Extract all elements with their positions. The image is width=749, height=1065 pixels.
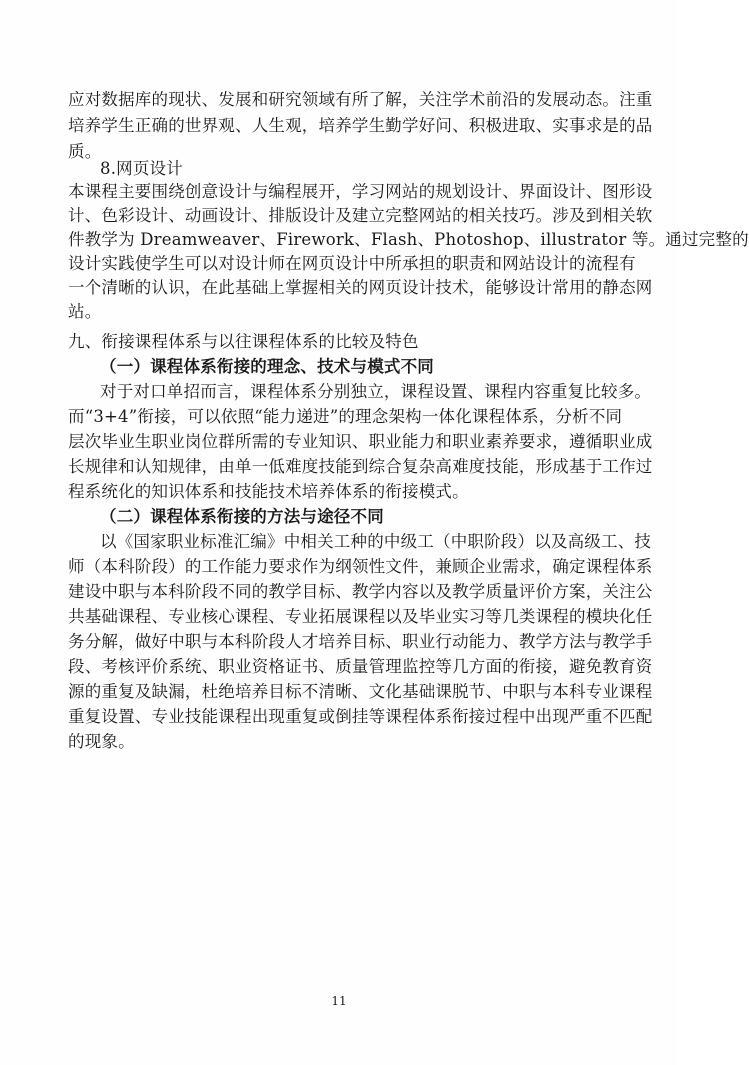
paragraph-line: 件教学为 Dreamweaver、Firework、Flash、Photoshop、illustrator 等。通过完整的	[68, 230, 749, 249]
paragraph-line: 务分解，做好中职与本科阶段人才培养目标、职业行动能力、教学方法与教学手	[68, 632, 653, 651]
paragraph-line: 层次毕业生职业岗位群所需的专业知识、职业能力和职业素养要求，遵循职业成	[68, 432, 653, 451]
paragraph-line: 对于对口单招而言，课程体系分别独立，课程设置、课程内容重复比较多。	[100, 382, 652, 401]
paragraph-line: 设计实践使学生可以对设计师在网页设计中所承担的职责和网站设计的流程有	[68, 254, 636, 273]
paragraph-line: 以《国家职业标准汇编》中相关工种的中级工（中职阶段）以及高级工、技	[100, 532, 652, 551]
paragraph-line: 段、考核评价系统、职业资格证书、质量管理监控等几方面的衔接，避免教育资	[68, 657, 653, 676]
subsection-heading-2: （二）课程体系衔接的方法与途径不同	[100, 507, 384, 526]
paragraph-line: 培养学生正确的世界观、人生观，培养学生勤学好问、积极进取、实事求是的品	[68, 116, 653, 135]
paragraph-line: 计、色彩设计、动画设计、排版设计及建立完整网站的相关技巧。涉及到相关软	[68, 206, 653, 225]
paragraph-line: 共基础课程、专业核心课程、专业拓展课程以及毕业实习等几类课程的模块化任	[68, 607, 653, 626]
paragraph-line: 长规律和认知规律，由单一低难度技能到综合复杂高难度技能，形成基于工作过	[68, 457, 653, 476]
chapter-heading: 九、衔接课程体系与以往课程体系的比较及特色	[68, 332, 419, 351]
paragraph-line: 师（本科阶段）的工作能力要求作为纲领性文件，兼顾企业需求，确定课程体系	[68, 557, 653, 576]
paragraph-line: 源的重复及缺漏，杜绝培养目标不清晰、文化基础课脱节、中职与本科专业课程	[68, 682, 653, 701]
paragraph-line: 重复设置、专业技能课程出现重复或倒挂等课程体系衔接过程中出现严重不匹配	[68, 707, 653, 726]
paragraph-line: 应对数据库的现状、发展和研究领域有所了解，关注学术前沿的发展动态。注重	[68, 90, 653, 109]
paragraph-line: 本课程主要围绕创意设计与编程展开，学习网站的规划设计、界面设计、图形设	[68, 182, 653, 201]
paragraph-line: 站。	[68, 302, 102, 321]
section-heading-web-design: 8.网页设计	[100, 159, 183, 178]
paragraph-line: 建设中职与本科阶段不同的教学目标、教学内容以及教学质量评价方案，关注公	[68, 582, 653, 601]
paragraph-line: 质。	[68, 142, 102, 161]
paragraph-line: 一个清晰的认识，在此基础上掌握相关的网页设计技术，能够设计常用的静态网	[68, 278, 653, 297]
paragraph-line: 的现象。	[68, 732, 135, 751]
paragraph-line: 而“3+4”衔接，可以依照“能力递进”的理念架构一体化课程体系，分析不同	[68, 407, 623, 426]
page-number: 11	[331, 994, 347, 1008]
subsection-heading-1: （一）课程体系衔接的理念、技术与模式不同	[100, 357, 434, 376]
paragraph-line: 程系统化的知识体系和技能技术培养体系的衔接模式。	[68, 482, 469, 501]
